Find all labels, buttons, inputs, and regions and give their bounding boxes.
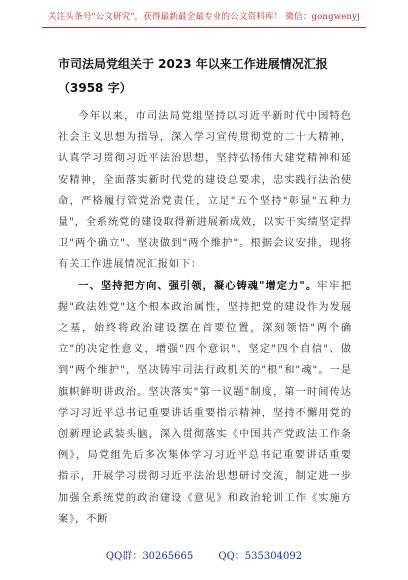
document-body [58, 52, 352, 530]
header-divider [42, 27, 366, 28]
footer-qq-contact: QQ：535304092 [218, 551, 303, 562]
footer-qq-group: QQ群：30265665 [105, 551, 194, 562]
page-footer [0, 547, 408, 562]
page-header-banner: 关注头条号"公文研究"，获得最新最全最专业的公文资料库！ 微信：gongwenyj [48, 12, 360, 22]
section-1-heading: 一、坚持把方向、强引领，凝心铸魂"增定力"。 [78, 280, 318, 292]
intro-paragraph: 今年以来，市司法局党组坚持以习近平新时代中国特色社会主义思想为指导，深入学习宣传贯彻党的二十大精神，认真学习贯彻习近平法治思想，坚持弘扬伟大建党精神和延安精神，全面落实新时代党的建设总要求，忠实践行法治使命，严格履行管党治党责任，立足"五个坚持"彰显"五种力量"，全系统党的建设取得新进展新成效，以实干实绩坚定捍卫"两个确立"、坚决做到"两个维护"。根据会议安排，现将有关工作进展情况汇报如下： [58, 111, 352, 271]
document-title: 市司法局党组关于 2023 年以来工作进展情况汇报（3958 字） [58, 57, 328, 95]
section-1-paragraph [58, 276, 352, 530]
section-1-body: 牢牢把握"政法姓党"这个根本政治属性，坚持把党的建设作为发展之基，始终将政治建设摆在首要位置，深刻领悟"两个确立"的决定性意义，增强"四个意识"、坚定"四个自信"、做到"两个维护"，坚决铸牢司法行政机关的"根"和"魂"。一是旗帜鲜明讲政治。坚决落实"第一议题"制度，第一时间传达学习习近平总书记重要讲话重要指示精神，坚持不懈用党的创新理论武装头脑，深入贯彻落实《中国共产党政法工作条例》，局党组先后多次集体学习习近平总书记重要讲话重要指示，开展学习贯彻习近平法治思想研讨交流，制定进一步加强全系统党的政治建设《意见》和政治轮训工作《实施方案》，不断 [58, 280, 353, 525]
